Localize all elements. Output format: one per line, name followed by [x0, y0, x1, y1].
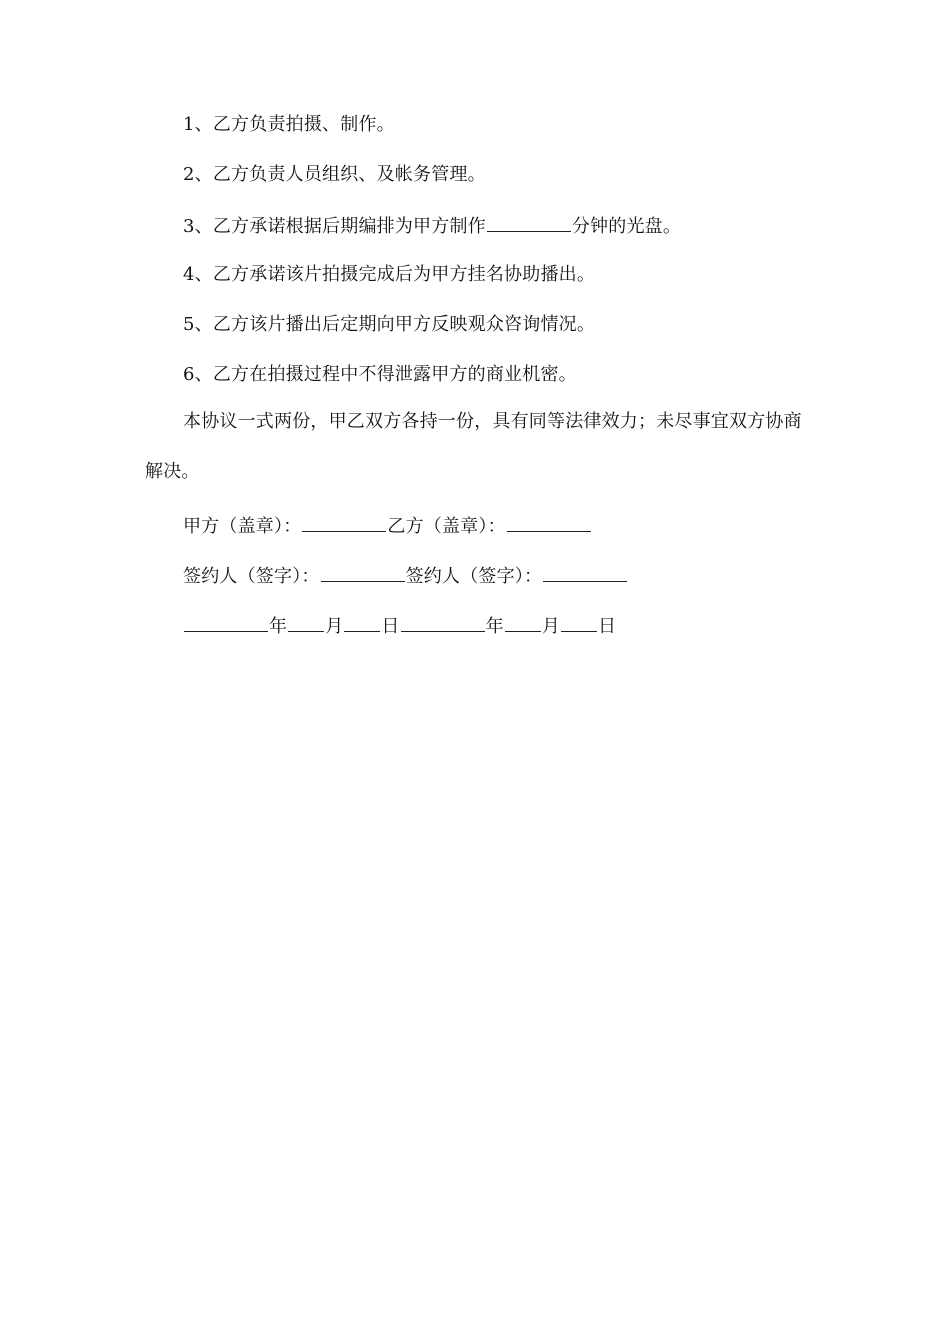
clause-3-text-before: 3、乙方承诺根据后期编排为甲方制作: [183, 216, 486, 237]
clause-3-text-after: 分钟的光盘。: [571, 216, 682, 237]
year-b-label: 年: [485, 616, 504, 637]
signer-b-label: 签约人（签字）：: [405, 566, 543, 587]
clause-6: 6、乙方在拍摄过程中不得泄露甲方的商业机密。: [183, 364, 577, 385]
minutes-blank: [487, 213, 571, 232]
party-b-seal-label: 乙方（盖章）：: [387, 516, 506, 537]
agreement-paragraph: 本协议一式两份，甲乙双方各持一份，具有同等法律效力；未尽事宜双方协商解决。: [145, 411, 802, 482]
day-b-blank: [561, 613, 597, 632]
signer-b-blank: [543, 563, 627, 582]
month-b-label: 月: [541, 616, 561, 637]
party-b-seal-blank: [507, 513, 591, 532]
year-a-label: 年: [269, 616, 288, 637]
day-a-label: 日: [381, 616, 400, 637]
clause-1: 1、乙方负责拍摄、制作。: [183, 114, 395, 135]
clause-2: 2、乙方负责人员组织、及帐务管理。: [183, 164, 486, 185]
date-line: [183, 613, 616, 639]
clause-4: 4、乙方承诺该片拍摄完成后为甲方挂名协助播出。: [183, 264, 596, 285]
party-a-seal-label: 甲方（盖章）：: [183, 516, 302, 537]
signer-a-label: 签约人（签字）：: [183, 566, 320, 587]
year-b-blank: [401, 613, 485, 632]
signer-line: [183, 563, 628, 589]
month-b-blank: [505, 613, 541, 632]
month-a-blank: [288, 613, 324, 632]
month-a-label: 月: [325, 616, 344, 637]
seal-line: [183, 513, 592, 539]
party-a-seal-blank: [302, 513, 386, 532]
clause-5: 5、乙方该片播出后定期向甲方反映观众咨询情况。: [183, 314, 596, 335]
year-a-blank: [184, 613, 268, 632]
day-a-blank: [344, 613, 380, 632]
signer-a-blank: [321, 563, 405, 582]
day-b-label: 日: [598, 616, 617, 637]
clause-3: [183, 213, 681, 239]
